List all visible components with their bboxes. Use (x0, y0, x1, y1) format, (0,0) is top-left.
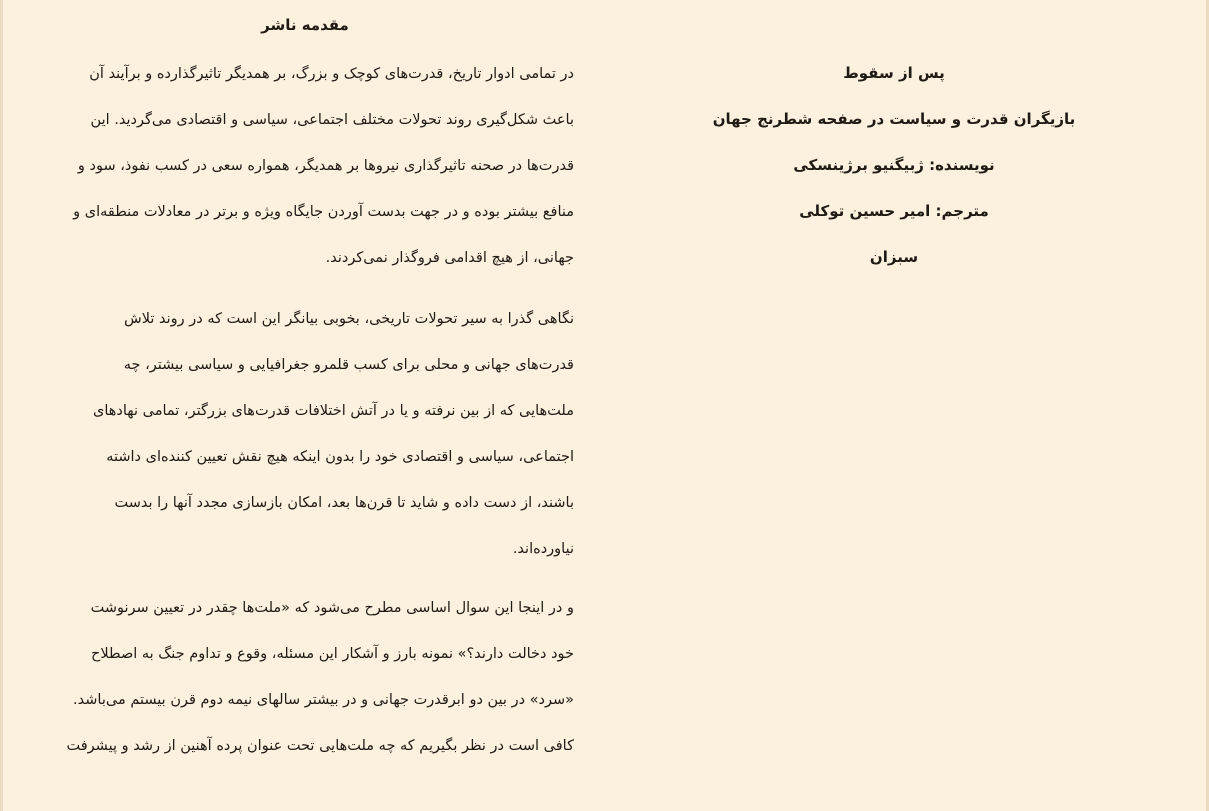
text-line: خود دخالت دارند؟» نمونه بارز و آشکار این مسئله، وقوع و تداوم جنگ به اصطلاح (91, 646, 574, 662)
text-line: قدرت‌ها در صحنه تاثیرگذاری نیروها بر همدیگر، همواره سعی در کسب نفوذ، سود و (77, 158, 574, 174)
text-line: منافع بیشتر بوده و در جهت بدست آوردن جایگاه ویژه و برتر در معادلات منطقه‌ای و (73, 204, 574, 220)
text-line: نیاورده‌اند. (512, 541, 574, 557)
book-author: نویسنده: ژبیگنیو برژینسکی (793, 156, 995, 174)
book-subtitle: بازیگران قدرت و سیاست در صفحه شطرنج جهان (712, 110, 1076, 128)
text-line: «سرد» در بین دو ابرقدرت جهانی و در بیشتر سالهای نیمه دوم قرن بیستم می‌باشد. (73, 692, 574, 708)
text-line: باعث شکل‌گیری روند تحولات مختلف اجتماعی، سیاسی و اقتصادی می‌گردید. این (90, 112, 574, 128)
text-line: در تمامی ادوار تاریخ، قدرت‌های کوچک و بزرگ، بر همدیگر تاثیرگذارده و برآیند آن (89, 66, 574, 82)
text-line: قدرت‌های جهانی و محلی برای کسب قلمرو جغرافیایی و سیاسی بیشتر، چه (123, 357, 574, 373)
page-edge-left (0, 0, 3, 811)
text-line: جهانی، از هیچ اقدامی فروگذار نمی‌کردند. (325, 250, 574, 266)
text-line: اجتماعی، سیاسی و اقتصادی خود را بدون اینکه هیچ نقش تعیین کننده‌ای داشته (106, 449, 574, 465)
text-line: باشند، از دست داده و شاید تا قرن‌ها بعد، امکان بازسازی مجدد آنها را بدست (114, 495, 574, 511)
book-publisher: سبزان (869, 248, 919, 266)
book-title: پس از سقوط (843, 64, 945, 82)
text-line: نگاهی گذرا به سیر تحولات تاریخی، بخوبی بیانگر این است که در روند تلاش (124, 311, 574, 327)
preface-title: مقدمه ناشر (261, 16, 349, 34)
book-translator: مترجم: امیر حسین توکلی (799, 202, 989, 220)
text-line: کافی است در نظر بگیریم که چه ملت‌هایی تحت عنوان پرده آهنین از رشد و پیشرفت (66, 738, 574, 754)
text-line: ملت‌هایی که از بین نرفته و یا در آتش اختلافات قدرت‌های بزرگتر، تمامی نهادهای (93, 403, 574, 419)
text-line: و در اینجا این سوال اساسی مطرح می‌شود که «ملت‌ها چقدر در تعیین سرنوشت (90, 600, 574, 616)
